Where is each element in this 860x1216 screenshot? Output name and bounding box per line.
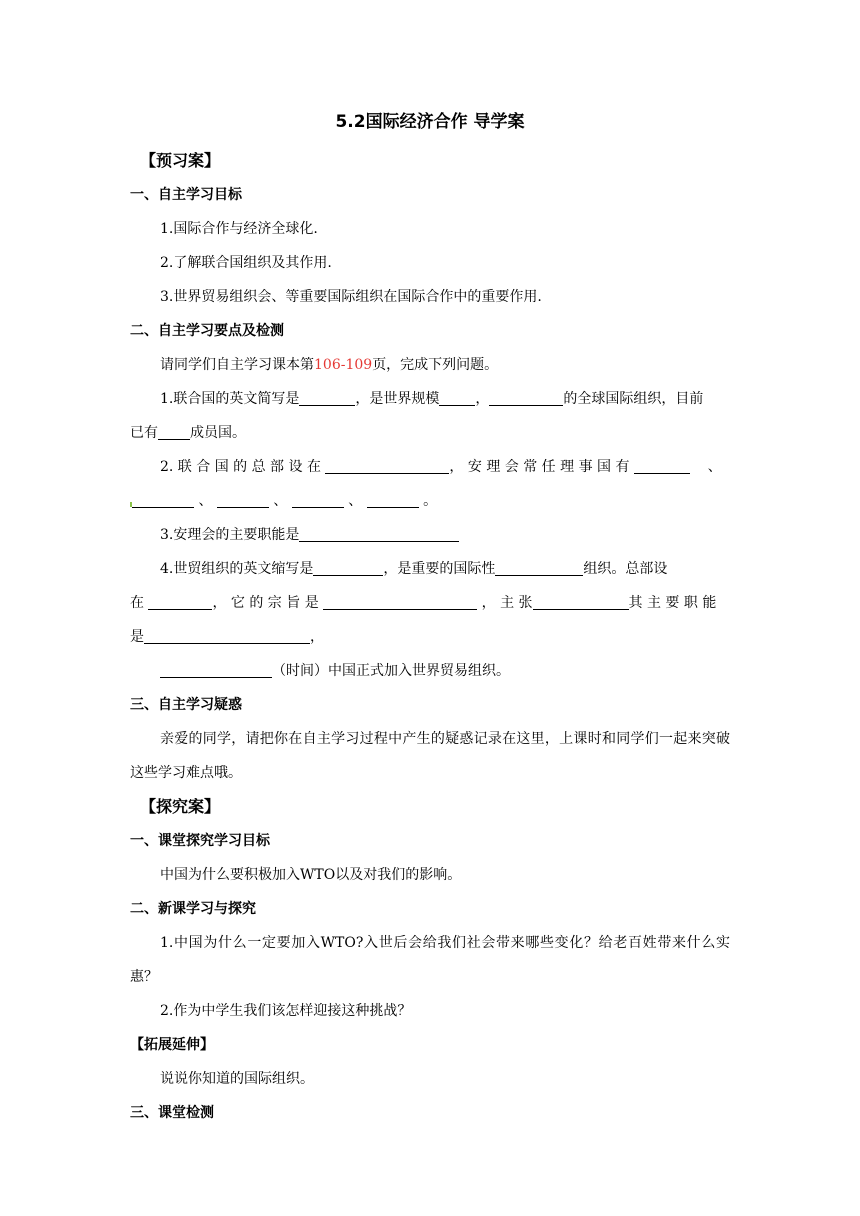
blank-member-5[interactable]: [367, 491, 419, 508]
blank-nature[interactable]: [489, 389, 563, 406]
blank-un-hq[interactable]: [325, 457, 449, 474]
q2-separator: 、: [198, 493, 213, 509]
blank-wto-advocates[interactable]: [533, 593, 629, 610]
intro-text-post: 页，完成下列问题。: [372, 357, 499, 373]
question-1-line-2: [130, 416, 730, 450]
blank-member-4[interactable]: [292, 491, 344, 508]
section-heading-class-test: 三、课堂检测: [130, 1105, 214, 1121]
blank-council-function[interactable]: [299, 525, 459, 542]
q2-separator: 、: [273, 493, 288, 509]
q4-text-a: 4.世贸组织的英文缩写是: [160, 561, 314, 577]
goal-item-3: 3.世界贸易组织会、等重要国际组织在国际合作中的重要作用.: [160, 289, 542, 305]
q4-text-f: ， 主 张: [481, 595, 533, 611]
document-content: [130, 110, 730, 1130]
intro-text-pre: 请同学们自主学习课本第: [160, 357, 314, 373]
q1-text-d: 的全球国际组织，目前: [563, 391, 704, 407]
explore-question-2: 2.作为中学生我们该怎样迎接这种挑战？: [160, 1003, 412, 1019]
page-range: 106-109: [314, 357, 373, 373]
study-intro: [130, 348, 730, 382]
goal-item-1: 1.国际合作与经济全球化.: [160, 221, 318, 237]
q1-text-f: 成员国。: [190, 425, 246, 441]
q4-text-d: 在: [130, 595, 144, 611]
blank-member-2[interactable]: [132, 491, 194, 508]
question-5: [130, 654, 730, 688]
section-heading-key-points: 二、自主学习要点及检测: [130, 323, 284, 339]
section-heading-goals: 一、自主学习目标: [130, 187, 242, 203]
blank-un-abbrev[interactable]: [299, 389, 355, 406]
blank-member-3[interactable]: [217, 491, 269, 508]
section-heading-new-lesson: 二、新课学习与探究: [130, 901, 256, 917]
question-2-line-2: [130, 484, 730, 518]
question-4-line-2: [130, 586, 730, 620]
q5-text: （时间）中国正式加入世界贸易组织。: [272, 663, 510, 679]
explore-question-1: 1.中国为什么一定要加入WTO?入世后会给我们社会带来哪些变化？给老百姓带来什么实惠？: [130, 935, 730, 985]
q1-text-e: 已有: [130, 425, 158, 441]
blank-member-1[interactable]: [634, 457, 690, 474]
q3-text: 3.安理会的主要职能是: [160, 527, 300, 543]
question-3: [130, 518, 730, 552]
blank-join-date[interactable]: [160, 661, 272, 678]
explore-case-header: 【探究案】: [140, 797, 221, 816]
extension-heading: 【拓展延伸】: [130, 1037, 214, 1053]
blank-wto-function[interactable]: [144, 627, 310, 644]
q2-text-b: ， 安 理 会 常 任 理 事 国 有: [449, 459, 630, 475]
question-1-line-1: [130, 382, 730, 416]
question-2-line-1: [130, 450, 730, 484]
doubts-paragraph: 亲爱的同学，请把你在自主学习过程中产生的疑惑记录在这里，上课时和同学们一起来突破这些学习难点哦。: [130, 731, 730, 781]
q4-text-e: ， 它 的 宗 旨 是: [212, 595, 319, 611]
question-4-line-1: [130, 552, 730, 586]
blank-scale[interactable]: [439, 389, 475, 406]
q2-separator: 、: [348, 493, 363, 509]
q4-text-g: 其 主 要 职 能: [628, 595, 717, 611]
blank-wto-aim[interactable]: [323, 593, 477, 610]
q1-text-c: ，: [475, 391, 490, 407]
q4-text-b: ，是重要的国际性: [383, 561, 496, 577]
q2-end: 。: [423, 493, 438, 509]
preview-case-header: 【预习案】: [140, 151, 221, 170]
goal-item-2: 2.了解联合国组织及其作用.: [160, 255, 332, 271]
blank-org-type[interactable]: [495, 559, 583, 576]
q2-text-a: 2. 联 合 国 的 总 部 设 在: [160, 459, 321, 475]
question-4-line-3: [130, 620, 730, 654]
blank-member-count[interactable]: [158, 423, 190, 440]
blank-wto-hq[interactable]: [148, 593, 212, 610]
section-heading-class-goals: 一、课堂探究学习目标: [130, 833, 270, 849]
page-title: 5.2国际经济合作 导学案: [335, 112, 525, 132]
blank-wto-abbrev[interactable]: [313, 559, 383, 576]
q1-text-b: ，是世界规模: [355, 391, 440, 407]
q4-text-h: 是: [130, 629, 144, 645]
q1-text-a: 1.联合国的英文简写是: [160, 391, 300, 407]
class-goal-text: 中国为什么要积极加入WTO以及对我们的影响。: [160, 867, 462, 883]
q2-separator: 、: [707, 459, 722, 475]
section-heading-questions: 三、自主学习疑惑: [130, 697, 242, 713]
extension-text: 说说你知道的国际组织。: [160, 1071, 314, 1087]
q4-text-c: 组织。总部设: [583, 561, 668, 577]
q4-text-i: ，: [310, 629, 324, 645]
